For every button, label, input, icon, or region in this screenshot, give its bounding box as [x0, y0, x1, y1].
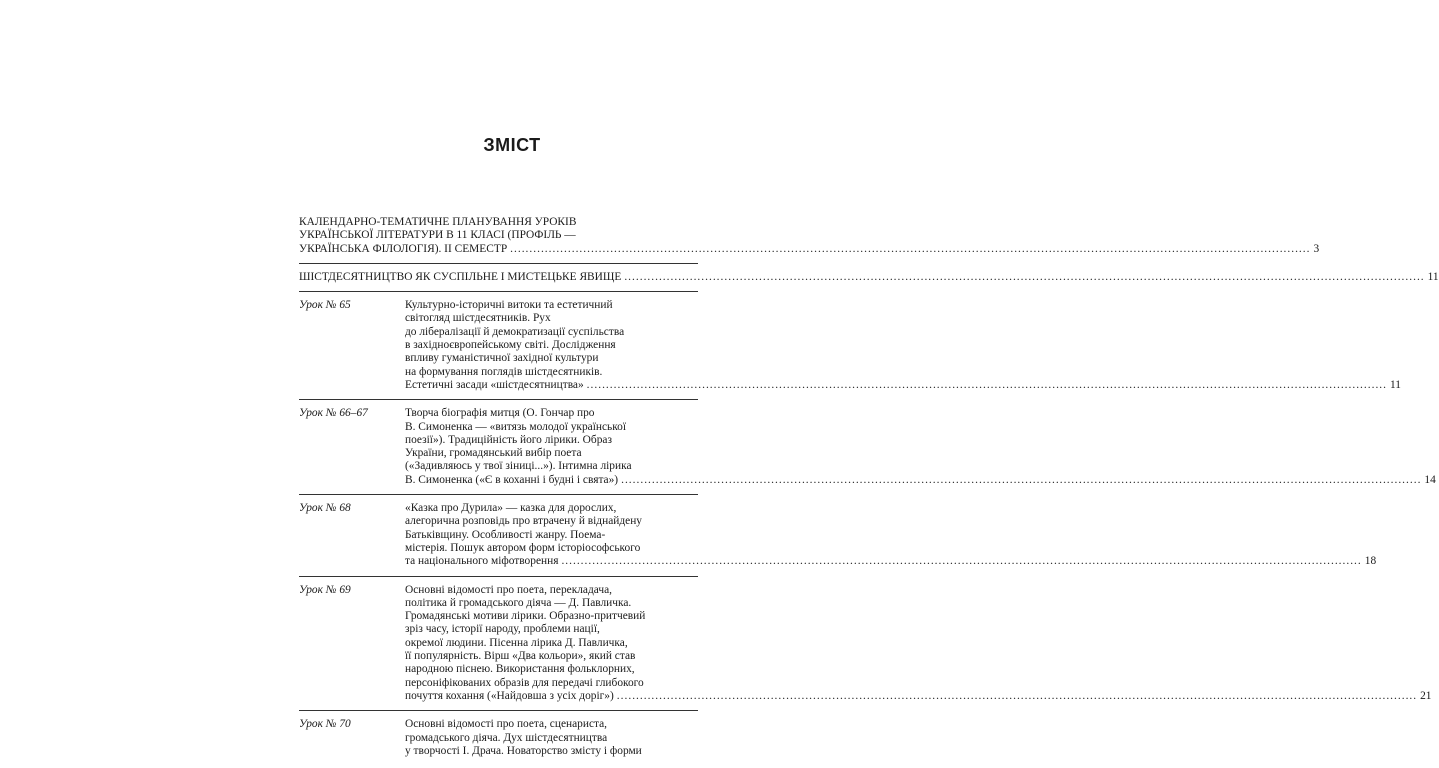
- dot-leader: [621, 474, 1421, 487]
- lesson-label: Урок № 66–67: [299, 407, 368, 420]
- toc-line: [405, 379, 1401, 392]
- toc-line: її популярність. Вірш «Два кольори», який став: [405, 650, 636, 663]
- toc-line-text: В. Симоненка («Є в коханні і будні і свята»): [405, 473, 619, 486]
- toc-line-text: ШІСТДЕСЯТНИЦТВО ЯК СУСПІЛЬНЕ І МИСТЕЦЬКЕ ЯВИЩЕ: [299, 270, 622, 283]
- dot-leader: [617, 690, 1417, 703]
- page-number: 3: [1313, 242, 1320, 255]
- toc-line: Творча біографія митця (О. Гончар про: [405, 407, 595, 420]
- toc-line: [405, 690, 1432, 703]
- toc-line: В. Симоненка — «витязь молодої української: [405, 420, 627, 433]
- toc-line: персоніфікованих образів для передачі глибокого: [405, 676, 644, 689]
- lesson-divider: [299, 399, 698, 400]
- toc-line: («Задивляюсь у твої зіниці...»). Інтимна лірика: [405, 460, 632, 473]
- lesson-description: [405, 502, 1376, 568]
- dot-leader: [624, 271, 1424, 284]
- dot-leader: [510, 243, 1310, 256]
- page-number: 21: [1420, 689, 1432, 702]
- toc-line: Батьківщину. Особливості жанру. Поема-: [405, 528, 606, 541]
- toc-line: поезії»). Традиційність його лірики. Образ: [405, 433, 612, 446]
- lesson-entry: [299, 299, 1401, 392]
- toc-line: Основні відомості про поета, перекладача,: [405, 583, 613, 596]
- lesson-entry: [299, 502, 1377, 568]
- toc-line: Культурно-історичні витоки та естетичний: [405, 299, 613, 312]
- page-number: 18: [1364, 555, 1377, 568]
- toc-line: [299, 242, 1320, 256]
- toc-line: [405, 555, 1376, 568]
- toc-line: України, громадянський вибір поета: [405, 447, 582, 460]
- page-title: ЗМІСТ: [483, 135, 541, 155]
- toc-line: містерія. Пошук автором форм історіософського: [405, 541, 641, 554]
- toc-line: політика й громадського діяча — Д. Павличка.: [405, 596, 632, 609]
- toc-line-text: Естетичні засади «шістдесятництва»: [405, 378, 584, 391]
- toc-line: алегорична розповідь про втрачену й віднайдену: [405, 515, 642, 528]
- toc-line: Громадянські мотиви лірики. Образно-притчевий: [405, 610, 646, 623]
- toc-line-text: та національного міфотворення: [405, 555, 559, 568]
- toc-line: КАЛЕНДАРНО-ТЕМАТИЧНЕ ПЛАНУВАННЯ УРОКІВ: [299, 216, 577, 228]
- lesson-entry: [299, 407, 1436, 487]
- lesson-divider: [299, 576, 698, 577]
- lesson-divider: [299, 710, 698, 711]
- toc-line: у творчості І. Драча. Новаторство змісту і форми: [405, 744, 642, 757]
- section-divider: [299, 263, 698, 264]
- lesson-divider: [299, 494, 698, 495]
- toc-line: УКРАЇНСЬКОЇ ЛІТЕРАТУРИ В 11 КЛАСІ (ПРОФІЛЬ —: [299, 229, 576, 242]
- toc-section: [299, 270, 1439, 284]
- toc-line: зріз часу, історії народу, проблеми нації,: [405, 623, 600, 636]
- toc-line-text: УКРАЇНСЬКА ФІЛОЛОГІЯ). ІІ СЕМЕСТР: [299, 242, 508, 255]
- page-number: 11: [1389, 378, 1401, 391]
- lesson-label: Урок № 65: [299, 299, 351, 312]
- page-number: 14: [1424, 473, 1436, 486]
- lesson-entry: [299, 583, 1432, 704]
- table-of-contents: [299, 216, 1439, 765]
- toc-line: громадського діяча. Дух шістдесятництва: [405, 731, 608, 744]
- toc-section: [299, 216, 1320, 256]
- lesson-description: [405, 718, 698, 758]
- toc-line: Основні відомості про поета, сценариста,: [405, 718, 608, 731]
- lesson-entry: [299, 718, 698, 758]
- lesson-label: Урок № 68: [299, 502, 351, 515]
- toc-line: на формування поглядів шістдесятників.: [405, 365, 603, 378]
- toc-line: народною піснею. Використання фольклорних,: [405, 663, 635, 676]
- toc-line: впливу гуманістичної західної культури: [405, 352, 599, 365]
- toc-line: окремої людини. Пісенна лірика Д. Павличка,: [405, 636, 628, 649]
- toc-line: до лібералізації й демократизації суспільства: [405, 325, 625, 338]
- lesson-description: [405, 299, 1401, 392]
- page-number: 11: [1427, 270, 1439, 283]
- lesson-description: [405, 584, 1432, 704]
- lesson-label: Урок № 70: [299, 718, 351, 731]
- section-divider: [299, 291, 698, 292]
- dot-leader: [587, 379, 1387, 392]
- dot-leader: [561, 555, 1361, 568]
- toc-line: «Казка про Дурила» — казка для дорослих,: [405, 502, 617, 515]
- toc-line: світогляд шістдесятників. Рух: [405, 312, 551, 325]
- toc-line-text: почуття кохання («Найдовша з усіх доріг»): [405, 689, 614, 702]
- lesson-label: Урок № 69: [299, 583, 351, 596]
- toc-line: в західноєвропейському світі. Дослідження: [405, 339, 616, 352]
- lesson-description: [405, 407, 1436, 487]
- toc-line: [405, 474, 1436, 487]
- toc-line: [299, 270, 1439, 284]
